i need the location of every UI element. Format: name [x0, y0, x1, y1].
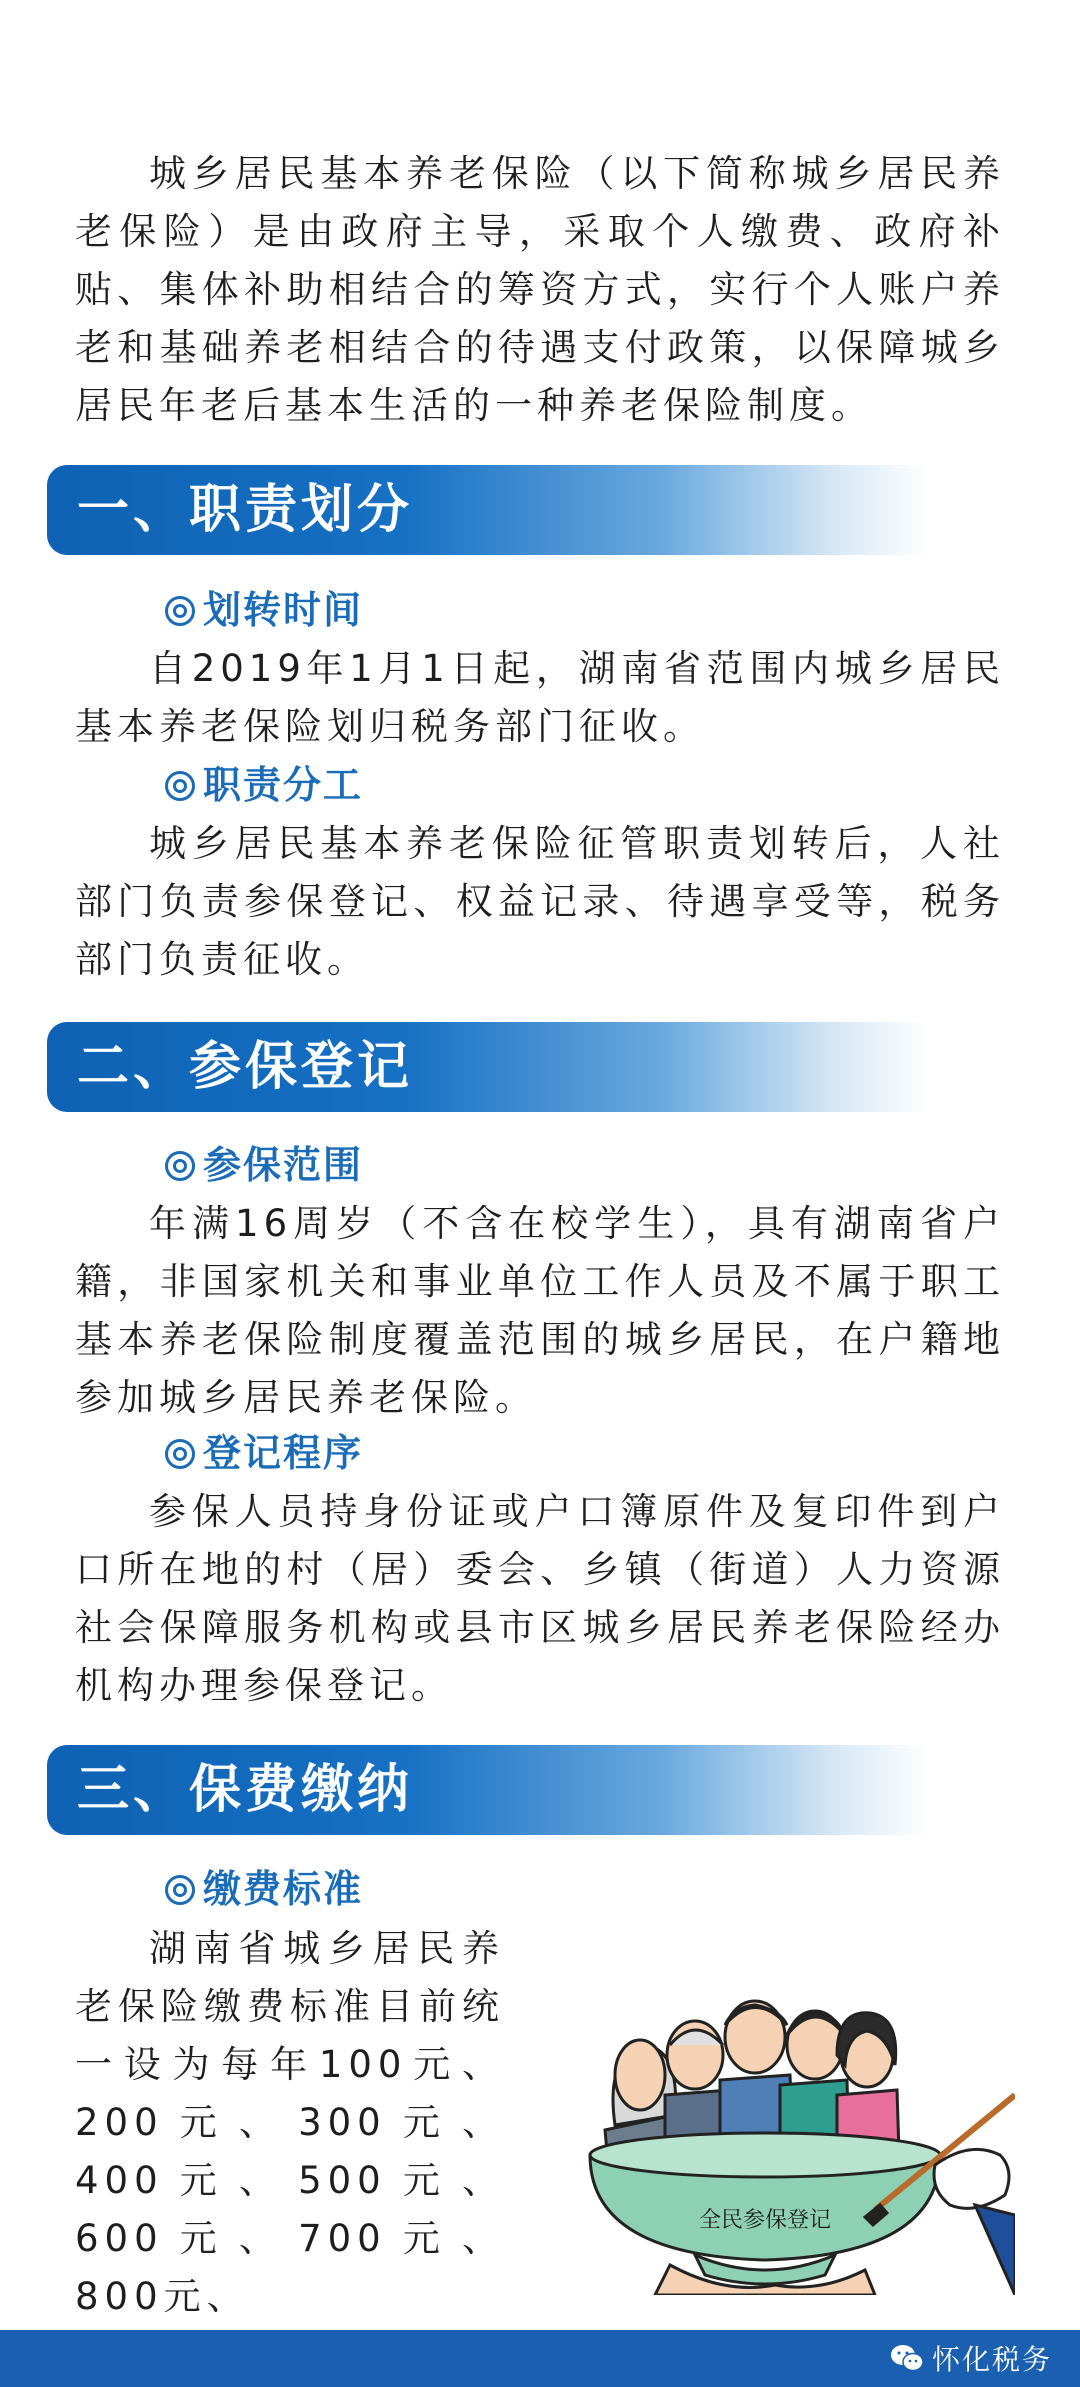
duty-division-paragraph: 城乡居民基本养老保险征管职责划转后，人社部门负责参保登记、权益记录、待遇享受等，税务部门负责征收。 — [75, 822, 1005, 981]
bowl-people-illustration — [575, 1955, 1015, 2295]
watermark-text: 怀化税务 — [931, 2343, 1052, 2376]
subheading-payment-standard — [165, 1864, 363, 1914]
subheading-transfer-time — [165, 585, 363, 635]
subheading-label: 缴费标准 — [203, 1867, 364, 1911]
section-title-2: 二、参保登记 — [77, 1037, 414, 1097]
payment-standard-paragraph: 湖南省城乡居民养老保险缴费标准目前统一设为每年100元、200元、300元、400元、500元、600元、700元、800元、 — [75, 1927, 505, 2318]
coverage-paragraph: 年满16周岁（不含在校学生），具有湖南省户籍，非国家机关和事业单位工作人员及不属于职工基本养老保险制度覆盖范围的城乡居民，在户籍地参加城乡居民养老保险。 — [75, 1202, 1005, 1419]
transfer-time-paragraph: 自2019年1月1日起，湖南省范围内城乡居民基本养老保险划归税务部门征收。 — [75, 647, 1005, 748]
double-circle-icon — [165, 1151, 195, 1181]
double-circle-icon — [165, 771, 195, 801]
subheading-label: 登记程序 — [203, 1431, 364, 1475]
subheading-label: 参保范围 — [203, 1143, 364, 1187]
double-circle-icon — [165, 1439, 195, 1469]
double-circle-icon — [165, 1875, 195, 1905]
section-banner-1 — [47, 465, 927, 555]
section-title-3: 三、保费缴纳 — [77, 1760, 414, 1820]
wechat-icon — [890, 2343, 924, 2373]
subheading-coverage — [165, 1140, 363, 1190]
subheading-procedure — [165, 1428, 363, 1478]
subheading-duty-division — [165, 760, 363, 810]
double-circle-icon — [165, 596, 195, 626]
subheading-label: 职责分工 — [203, 763, 364, 807]
section-banner-3 — [47, 1745, 927, 1835]
watermark — [890, 2340, 1052, 2376]
section-title-1: 一、职责划分 — [77, 480, 414, 540]
procedure-paragraph: 参保人员持身份证或户口簿原件及复印件到户口所在地的村（居）委会、乡镇（街道）人力资源社会保障服务机构或县市区城乡居民养老保险经办机构办理参保登记。 — [75, 1490, 1005, 1707]
intro-paragraph: 城乡居民基本养老保险（以下简称城乡居民养老保险）是由政府主导，采取个人缴费、政府补贴、集体补助相结合的筹资方式，实行个人账户养老和基础养老相结合的待遇支付政策，以保障城乡居民年老后基本生活的一种养老保险制度。 — [75, 152, 1005, 427]
subheading-label: 划转时间 — [203, 588, 364, 632]
section-banner-2 — [47, 1022, 927, 1112]
bowl-label: 全民参保登记 — [698, 2208, 832, 2233]
